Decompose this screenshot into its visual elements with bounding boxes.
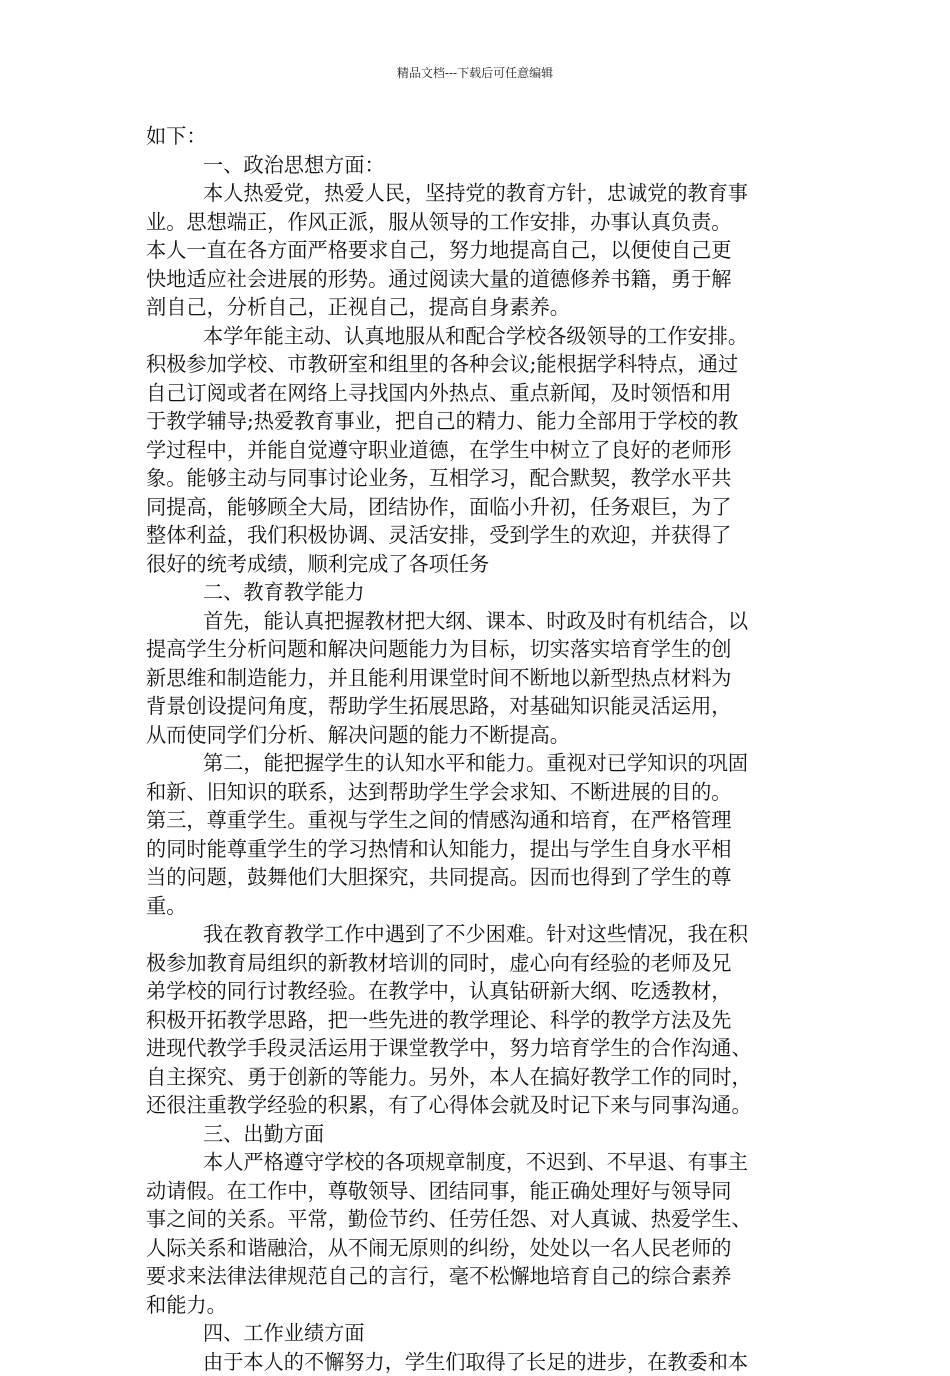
text-line: 极参加教育局组织的新教材培训的同时，虚心向有经验的老师及兄 — [146, 949, 806, 978]
text-line: 提高学生分析问题和解决问题能力为目标，切实落实培育学生的创 — [146, 635, 806, 664]
text-line: 很好的统考成绩，顺利完成了各项任务 — [146, 550, 806, 579]
text-line: 快地适应社会进展的形势。通过阅读大量的道德修养书籍，勇于解 — [146, 265, 806, 294]
text-line: 四、工作业绩方面 — [146, 1319, 806, 1348]
text-line: 当的问题，鼓舞他们大胆探究，共同提高。因而也得到了学生的尊 — [146, 863, 806, 892]
text-line: 于教学辅导;热爱教育事业，把自己的精力、能力全部用于学校的教 — [146, 407, 806, 436]
text-line: 由于本人的不懈努力，学生们取得了长足的进步，在教委和本 — [146, 1348, 806, 1376]
text-line: 如下： — [146, 122, 806, 151]
text-line: 本人一直在各方面严格要求自己，努力地提高自己，以便使自己更 — [146, 236, 806, 265]
text-line: 动请假。在工作中，尊敬领导、团结同事，能正确处理好与领导同 — [146, 1177, 806, 1206]
text-line: 和新、旧知识的联系，达到帮助学生学会求知、不断进展的目的。 — [146, 778, 806, 807]
text-line: 自主探究、勇于创新的等能力。另外，本人在搞好教学工作的同时， — [146, 1063, 806, 1092]
text-line: 积极参加学校、市教研室和组里的各种会议;能根据学科特点，通过 — [146, 350, 806, 379]
text-line: 第三，尊重学生。重视与学生之间的情感沟通和培育，在严格管理 — [146, 806, 806, 835]
text-line: 同提高，能够顾全大局，团结协作，面临小升初，任务艰巨，为了 — [146, 493, 806, 522]
document-body — [146, 122, 806, 1376]
text-line: 积极开拓教学思路，把一些先进的教学理论、科学的教学方法及先 — [146, 1006, 806, 1035]
text-line: 从而使同学们分析、解决问题的能力不断提高。 — [146, 721, 806, 750]
text-line: 学过程中，并能自觉遵守职业道德，在学生中树立了良好的老师形 — [146, 436, 806, 465]
text-line: 新思维和制造能力，并且能利用课堂时间不断地以新型热点材料为 — [146, 664, 806, 693]
text-line: 业。思想端正，作风正派，服从领导的工作安排，办事认真负责。 — [146, 208, 806, 237]
text-line: 首先，能认真把握教材把大纲、课本、时政及时有机结合，以 — [146, 607, 806, 636]
text-line: 的同时能尊重学生的学习热情和认知能力，提出与学生自身水平相 — [146, 835, 806, 864]
text-line: 象。能够主动与同事讨论业务，互相学习，配合默契，教学水平共 — [146, 464, 806, 493]
text-line: 重。 — [146, 892, 806, 921]
text-line: 第二，能把握学生的认知水平和能力。重视对已学知识的巩固 — [146, 749, 806, 778]
text-line: 事之间的关系。平常，勤俭节约、任劳任怨、对人真诚、热爱学生、 — [146, 1205, 806, 1234]
text-line: 二、教育教学能力 — [146, 578, 806, 607]
text-line: 自己订阅或者在网络上寻找国内外热点、重点新闻，及时领悟和用 — [146, 379, 806, 408]
text-line: 整体利益，我们积极协调、灵活安排，受到学生的欢迎，并获得了 — [146, 521, 806, 550]
text-line: 剖自己，分析自己，正视自己，提高自身素养。 — [146, 293, 806, 322]
page-header: 精品文档---下载后可任意编辑 — [0, 66, 950, 80]
text-line: 和能力。 — [146, 1291, 806, 1320]
text-line: 进现代教学手段灵活运用于课堂教学中，努力培育学生的合作沟通、 — [146, 1034, 806, 1063]
text-line: 一、政治思想方面： — [146, 151, 806, 180]
text-line: 背景创设提问角度，帮助学生拓展思路，对基础知识能灵活运用， — [146, 692, 806, 721]
text-line: 还很注重教学经验的积累，有了心得体会就及时记下来与同事沟通。 — [146, 1091, 806, 1120]
text-line: 人际关系和谐融洽，从不闹无原则的纠纷，处处以一名人民老师的 — [146, 1234, 806, 1263]
text-line: 本人热爱党，热爱人民，坚持党的教育方针，忠诚党的教育事 — [146, 179, 806, 208]
text-line: 我在教育教学工作中遇到了不少困难。针对这些情况，我在积 — [146, 920, 806, 949]
text-line: 本学年能主动、认真地服从和配合学校各级领导的工作安排。 — [146, 322, 806, 351]
text-line: 本人严格遵守学校的各项规章制度，不迟到、不早退、有事主 — [146, 1148, 806, 1177]
text-line: 要求来法律法律规范自己的言行，毫不松懈地培育自己的综合素养 — [146, 1262, 806, 1291]
text-line: 弟学校的同行讨教经验。在教学中，认真钻研新大纲、吃透教材， — [146, 977, 806, 1006]
text-line: 三、出勤方面 — [146, 1120, 806, 1149]
